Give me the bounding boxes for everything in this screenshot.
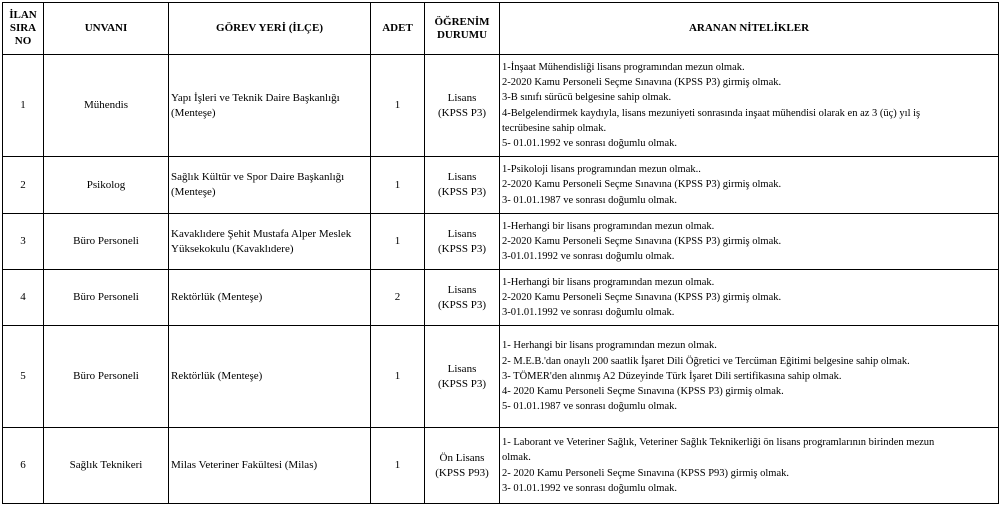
row-unvan: Büro Personeli [44,326,169,428]
requirement-line: 5- 01.01.1987 ve sonrası doğumlu olmak. [502,401,677,413]
row-no: 6 [3,428,44,504]
row-unvan: Mühendis [44,55,169,157]
row-no: 3 [3,214,44,270]
requirement-line: tecrübesine sahip olmak. [502,122,607,134]
requirement-line: 3- TÖMER'den alınmış A2 Düzeyinde Türk İşaret Dili sertifikasına sahip olmak. [502,370,842,382]
row-gorev-yeri: Yapı İşleri ve Teknik Daire Başkanlığı (Menteşe) [169,55,371,157]
row-ogrenim: Lisans (KPSS P3) [425,55,500,157]
row-ogrenim: Lisans (KPSS P3) [425,214,500,270]
row-ogrenim: Lisans (KPSS P3) [425,326,500,428]
row-adet: 2 [371,270,425,326]
header-ogrenim: ÖĞRENİM DURUMU [425,3,500,55]
header-gorev-yeri: GÖREV YERİ (İLÇE) [169,3,371,55]
requirement-line: 1-Psikoloji lisans programından mezun olmak.. [502,164,701,176]
requirement-line: 2- 2020 Kamu Personeli Seçme Sınavına (KPSS P93) girmiş olmak. [502,467,789,479]
table-row [3,55,999,157]
requirement-line: 1- Herhangi bir lisans programından mezun olmak. [502,340,717,352]
row-gorev-yeri: Sağlık Kültür ve Spor Daire Başkanlığı (Menteşe) [169,157,371,214]
requirement-line: 1-Herhangi bir lisans programından mezun olmak. [502,220,715,232]
requirement-line: 4-Belgelendirmek kaydıyla, lisans mezuniyeti sonrasında inşaat mühendisi olarak en az 3 (üç) yıl iş [502,107,921,119]
requirement-line: 3-01.01.1992 ve sonrası doğumlu olmak. [502,251,675,263]
row-nitelikler [500,326,999,428]
row-adet: 1 [371,214,425,270]
requirement-line: 3- 01.01.1992 ve sonrası doğumlu olmak. [502,482,677,494]
row-no: 2 [3,157,44,214]
row-gorev-yeri: Milas Veteriner Fakültesi (Milas) [169,428,371,504]
requirement-line: 3-01.01.1992 ve sonrası doğumlu olmak. [502,307,675,319]
requirement-line: olmak. [502,452,531,464]
header-row [3,3,999,55]
row-no: 5 [3,326,44,428]
row-adet: 1 [371,326,425,428]
requirement-line: 4- 2020 Kamu Personeli Seçme Sınavına (KPSS P3) girmiş olmak. [502,386,784,398]
row-unvan: Büro Personeli [44,214,169,270]
row-ogrenim: Ön Lisans (KPSS P93) [425,428,500,504]
table-row [3,270,999,326]
row-gorev-yeri: Rektörlük (Menteşe) [169,326,371,428]
row-ogrenim: Lisans (KPSS P3) [425,270,500,326]
row-unvan: Büro Personeli [44,270,169,326]
staff-requirements-table [2,2,999,504]
row-adet: 1 [371,55,425,157]
requirement-line: 3-B sınıfı sürücü belgesine sahip olmak. [502,92,672,104]
row-nitelikler [500,270,999,326]
requirement-line: 1- Laborant ve Veteriner Sağlık, Veteriner Sağlık Teknikerliği ön lisans programlarının birinden mezun [502,437,935,449]
table-row [3,214,999,270]
row-gorev-yeri: Kavaklıdere Şehit Mustafa Alper Meslek Yüksekokulu (Kavaklıdere) [169,214,371,270]
table-row [3,326,999,428]
row-nitelikler [500,55,999,157]
header-nitelikler: ARANAN NİTELİKLER [500,3,999,55]
requirement-line: 2-2020 Kamu Personeli Seçme Sınavına (KPSS P3) girmiş olmak. [502,179,782,191]
requirement-line: 2- M.E.B.'dan onaylı 200 saatlik İşaret Dili Öğretici ve Tercüman Eğitimi belgesine sahip olmak. [502,355,910,367]
header-no: İLAN SIRA NO [3,3,44,55]
row-nitelikler [500,428,999,504]
requirement-line: 5- 01.01.1992 ve sonrası doğumlu olmak. [502,137,677,149]
row-unvan: Sağlık Teknikeri [44,428,169,504]
requirement-line: 3- 01.01.1987 ve sonrası doğumlu olmak. [502,194,677,206]
row-nitelikler [500,214,999,270]
row-no: 4 [3,270,44,326]
row-unvan: Psikolog [44,157,169,214]
table-row [3,428,999,504]
row-adet: 1 [371,157,425,214]
header-adet: ADET [371,3,425,55]
row-ogrenim: Lisans (KPSS P3) [425,157,500,214]
row-no: 1 [3,55,44,157]
requirement-line: 2-2020 Kamu Personeli Seçme Sınavına (KPSS P3) girmiş olmak. [502,77,782,89]
requirement-line: 1-Herhangi bir lisans programından mezun olmak. [502,276,715,288]
requirement-line: 2-2020 Kamu Personeli Seçme Sınavına (KPSS P3) girmiş olmak. [502,291,782,303]
row-adet: 1 [371,428,425,504]
header-unvan: UNVANI [44,3,169,55]
table-row [3,157,999,214]
requirement-line: 1-İnşaat Mühendisliği lisans programından mezun olmak. [502,61,745,73]
row-nitelikler [500,157,999,214]
requirement-line: 2-2020 Kamu Personeli Seçme Sınavına (KPSS P3) girmiş olmak. [502,235,782,247]
row-gorev-yeri: Rektörlük (Menteşe) [169,270,371,326]
